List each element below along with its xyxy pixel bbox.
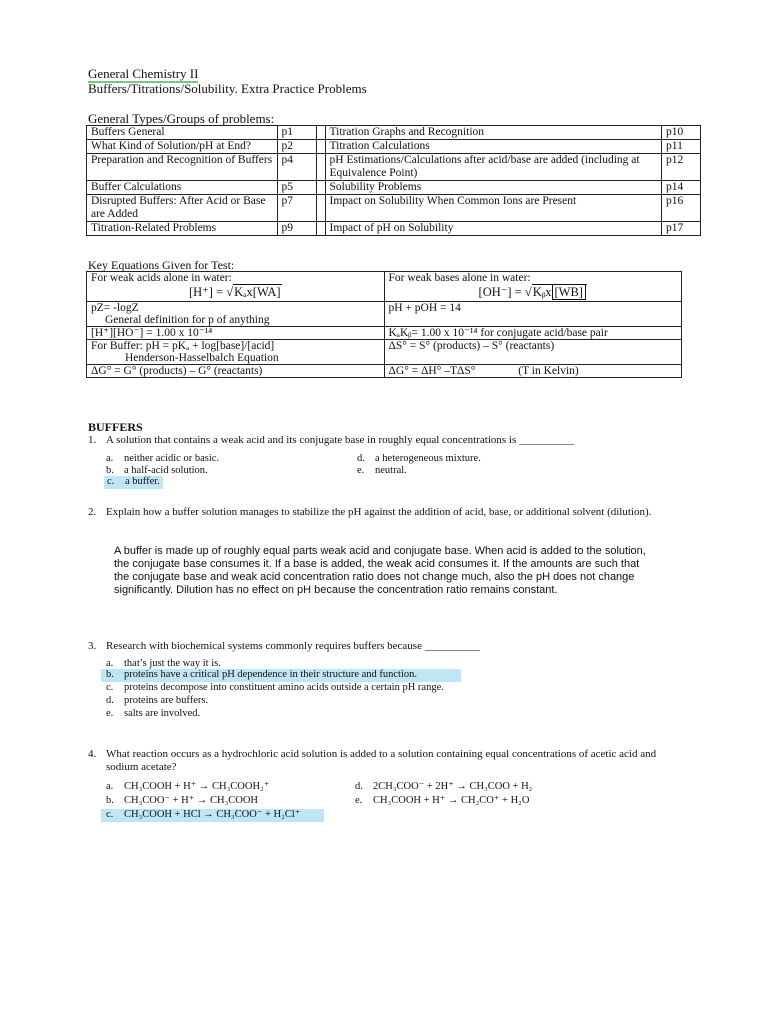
table-row: [87, 302, 682, 327]
type-cell: Buffer Calculations: [87, 181, 278, 195]
type-cell: Buffers General: [87, 126, 278, 140]
type-cell: Titration Graphs and Recognition: [325, 126, 661, 140]
table-row: [87, 222, 701, 236]
answer-text: A buffer is made up of roughly equal parts weak acid and conjugate base. When acid is added to the solution, the conjugate base consumes it. If a base is added, the weak acid consumes it. If the amounts are such that the conjugate base and weak acid concentration ratio does not change much, also the pH does not change significantly. Dilution has no effect on pH because the concentration ratio remains constant.: [114, 545, 646, 596]
page-cell: p14: [662, 181, 701, 195]
types-heading: General Types/Groups of problems:: [88, 111, 275, 126]
option-3e[interactable]: e. salts are involved.: [106, 708, 201, 719]
page-cell: p17: [662, 222, 701, 236]
table-row: [87, 140, 701, 154]
type-cell: Solubility Problems: [325, 181, 661, 195]
option-3c[interactable]: c. proteins decompose into constituent amino acids outside a certain pH range.: [106, 682, 444, 693]
gibbs2-cell: [384, 365, 682, 378]
type-cell: Preparation and Recognition of Buffers: [87, 154, 278, 181]
question-1: 1. A solution that contains a weak acid and its conjugate base in roughly equal concentrations is __________: [88, 434, 575, 446]
weak-acid-label: For weak acids alone in water:: [91, 272, 232, 284]
option-4e[interactable]: e. CH₃COOH + H⁺ → CH₂CO⁺ + H₂O: [355, 795, 530, 806]
pz-definition: General definition for p of anything: [105, 314, 270, 326]
page-cell: p1: [277, 126, 316, 140]
page-cell: p16: [662, 195, 701, 222]
key-equations-heading: Key Equations Given for Test:: [88, 258, 235, 272]
type-cell: What Kind of Solution/pH at End?: [87, 140, 278, 154]
gibbs2-note: (T in Kelvin): [518, 365, 579, 377]
gibbs-equation: ΔG° = G° (products) – G° (reactants): [87, 365, 385, 378]
option-1d[interactable]: d. a heterogeneous mixture.: [357, 453, 481, 464]
option-4c-highlighted[interactable]: c. CH₃COOH + HCl → CH₃COO⁻ + H₂Cl⁺: [101, 809, 324, 822]
pz-equation: pZ= -logZ: [91, 302, 139, 314]
option-3b-highlighted[interactable]: b. proteins have a critical pH dependence in their structure and function.: [101, 669, 461, 682]
question-2: 2. Explain how a buffer solution manages to stabilize the pH against the addition of acid, base, or additional solvent (dilution).: [88, 506, 652, 518]
option-1c-highlighted[interactable]: c. a buffer.: [104, 476, 163, 489]
kakb-equation: KₐKᵦ= 1.00 x 10⁻¹⁴ for conjugate acid/base pair: [384, 327, 682, 340]
question-3: 3. Research with biochemical systems commonly requires buffers because __________: [88, 640, 480, 652]
entropy-equation: ΔS° = S° (products) – S° (reactants): [384, 340, 682, 365]
page-cell: p10: [662, 126, 701, 140]
option-3a[interactable]: a. that’s just the way it is.: [106, 658, 221, 669]
key-equations-table: [86, 271, 682, 378]
question-4: 4. What reaction occurs as a hydrochloric acid solution is added to a solution containing equal concentrations of acetic acid and sodium acetate?: [88, 748, 657, 773]
option-4b[interactable]: b. CH₃COO⁻ + H⁺ → CH₃COOH: [106, 795, 259, 806]
table-row: [87, 327, 682, 340]
problem-types-table: [86, 125, 701, 236]
option-3d[interactable]: d. proteins are buffers.: [106, 695, 209, 706]
option-4d[interactable]: d. 2CH₃COO⁻ + 2H⁺ → CH₃COO + H₂: [355, 781, 533, 792]
type-cell: Disrupted Buffers: After Acid or Base are Added: [87, 195, 278, 222]
type-cell: Titration-Related Problems: [87, 222, 278, 236]
buffer-equation-name: Henderson-Hasselbalch Equation: [125, 352, 279, 364]
option-1e[interactable]: e. neutral.: [357, 465, 407, 476]
table-row: [87, 181, 701, 195]
section-heading: BUFFERS: [88, 420, 143, 434]
weak-base-label: For weak bases alone in water:: [388, 272, 531, 284]
table-row: [87, 272, 682, 302]
table-row: [87, 365, 682, 378]
page-cell: p4: [277, 154, 316, 181]
type-cell: Titration Calculations: [325, 140, 661, 154]
page-cell: p12: [662, 154, 701, 181]
kw-equation: [H⁺][HO⁻] = 1.00 x 10⁻¹⁴: [87, 327, 385, 340]
page-cell: p5: [277, 181, 316, 195]
weak-base-equation: [OH⁻] = √Kᵦx [WB]: [389, 284, 678, 301]
weak-acid-equation: [H⁺] = √Kₐx[WA]: [188, 285, 281, 299]
course-title: General Chemistry II: [88, 66, 199, 81]
table-row: [87, 195, 701, 222]
page-cell: p7: [277, 195, 316, 222]
gibbs2-equation: ΔG° = ΔH° –TΔS°: [388, 365, 476, 377]
option-1b[interactable]: b. a half-acid solution.: [106, 465, 208, 476]
weak-base-cell: [384, 272, 682, 302]
weak-acid-cell: [87, 272, 385, 302]
document-title: Buffers/Titrations/Solubility. Extra Practice Problems: [88, 81, 367, 96]
type-cell: Impact of pH on Solubility: [325, 222, 661, 236]
type-cell: pH Estimations/Calculations after acid/base are added (including at Equivalence Point): [325, 154, 661, 181]
table-row: [87, 154, 701, 181]
ph-poh-equation: pH + pOH = 14: [384, 302, 682, 327]
option-4a[interactable]: a. CH₃COOH + H⁺ → CH₃COOH₂⁺: [106, 781, 270, 792]
table-row: [87, 340, 682, 365]
sqrt-icon: √: [524, 285, 532, 299]
option-1a[interactable]: a. neither acidic or basic.: [106, 453, 220, 464]
table-row: [87, 126, 701, 140]
buffer-equation: For Buffer: pH = pKₐ + log[base]/[acid]: [91, 340, 275, 352]
page-cell: p2: [277, 140, 316, 154]
type-cell: Impact on Solubility When Common Ions are Present: [325, 195, 661, 222]
page-cell: p11: [662, 140, 701, 154]
sqrt-icon: √: [226, 285, 234, 299]
page-cell: p9: [277, 222, 316, 236]
